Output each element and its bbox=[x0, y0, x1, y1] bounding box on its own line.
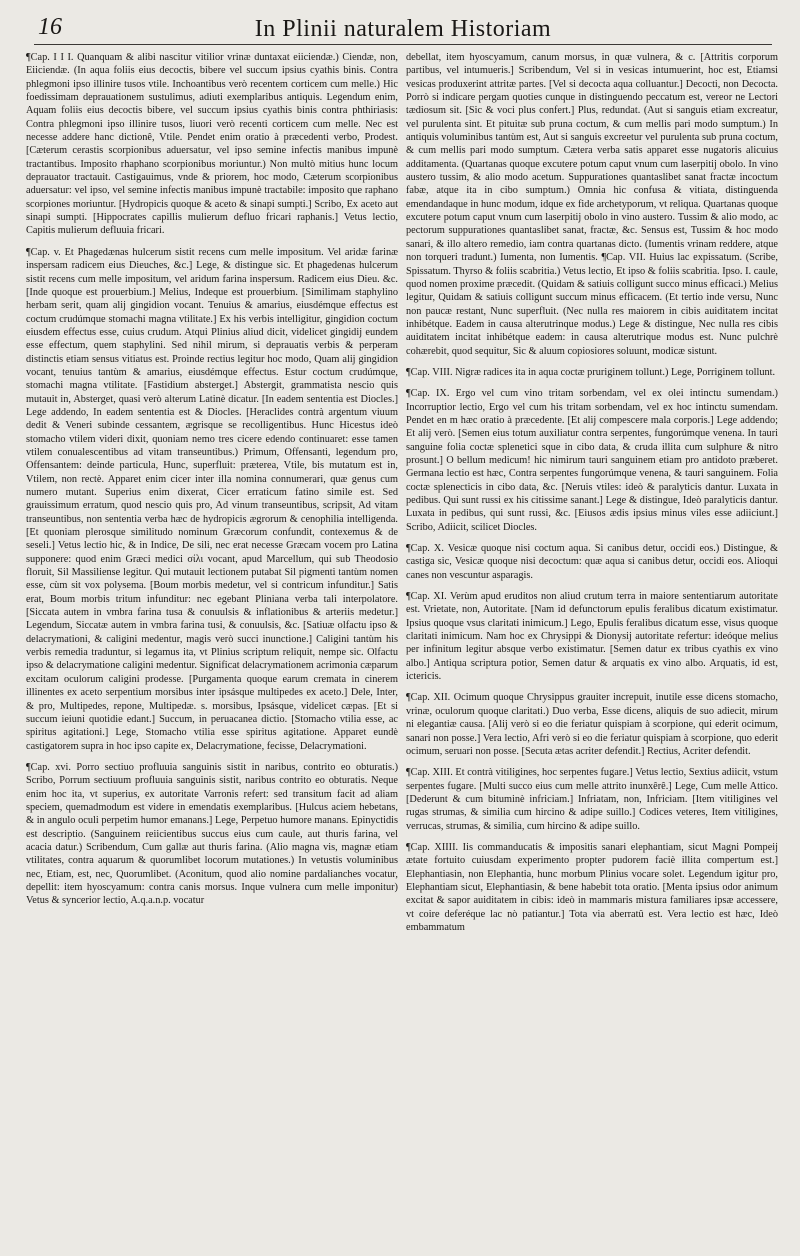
paragraph-cap-13: ¶Cap. XIII. Et contrà vitiligines, hoc serpentes fugare.] Vetus lectio, Sextius adiicit, vstum serpentes fugare. [Multi succo eius cum melle attrito inunxêrê.] Lege, Cum melle Attico. [Dederunt & cum bituminè infriciam.] Infriatam, non, Infricìam. [Item vitiligines vel rugas strumas, & similia cum hircino & adipe suillo.] Codices veteres, Item vitiligines, verrucas, strumas, & similia, cum hircino & adipe suillo. bbox=[406, 767, 778, 832]
right-column bbox=[406, 51, 778, 936]
page-header bbox=[34, 14, 772, 45]
paragraph-cap-8: ¶Cap. VIII. Nigræ radices ita in aqua coctæ pruriginem tollunt.) Lege, Porriginem tollunt. bbox=[406, 366, 776, 378]
running-title: In Plinii naturalem Historiam bbox=[254, 16, 552, 42]
left-column bbox=[26, 51, 398, 936]
paragraph-cap-9: ¶Cap. IX. Ergo vel cum vino tritam sorbendam, vel ex olei intinctu sumendam.) Incorruptior lectio, Ergo vel cum his tritam sorbendam, vel ex hoc intinctu sumendam. Pendet en m hæc oratio à præcedente. [Et alij compescere mala corporis.] Lege addendo; Et alij verò. [Semen eius totum auxiliatur contra serpentes, fungorúmque venena. In tauri sanguine folia coctæ splenetici sque in cibo data, & cruda illita cum sulphure & nitro prosunt.] O bellum medicum! hic nimirum tauri sanguinem etiam pro antidoto præberet. Germana lectio est hæc, Contra serpentes fungorúmque venena, & tauri sanguinem. Folia coctæ splenecticis in cibo data, &c. [Neruis vtiles: ideò & paralyticis dantur. Luxata in pedibus. Qui sunt russi ex his citissime sanant.] Lege & distingue, Ideò paralyticis dantur. Luxata in pedibus, qui sunt russi, &c. [Eiusos ædis ipsius minus viles esse adiiciunt.] Scribo, Adiicit, scilicet Diocles. bbox=[406, 388, 778, 533]
paragraph-cap-16: ¶Cap. xvi. Porro sectiuo profluuia sanguinis sistit in naribus, contrito eo obturatis.) Scribo, Porrum sectiuum profluuia sanguinis sistit, naribus contrito eo obturatis. Neque enim hoc ita, vt superius, ex autoritate Varronis refert: sed transitum facit ad aliam speciem, quemadmodum est videre in emendatis exemplaribus. [Hulcus aciem hebetans, & in angulo oculi perpetim humor emanans.] Lege, Perpetuo humore manans. Epinyctidis est descriptio. (Sanguinem reiicientibus succus eius cum caule, aut thuris farina, vel acacia datur.) Scribendum, Cum gallæ aut thuris farina. (Alio magna vis, magnæ etiam vtilitates, contra aquarum & quorumlibet locorum mutationes.) In vetustis voluminibus nec, Etiam, est, nec, Quorumlibet. (Aconitum, quod alio nomine pardalianches vocatur, depellit: item hyoscyamum: contra canis morsus. Inque vulnera cum melle imponitur) Vetus & syncerior lectio, A.q.a.n.p. vocatur bbox=[26, 761, 398, 907]
paragraph-cap-5: ¶Cap. v. Et Phagedænas hulcerum sistit recens cum melle impositum. Vel aridæ farinæ inspersam radicem eius Dieuches, &c.] Lege, & distingue sic. Et phagedenas hulcerum sistit recens cum melle impositum, vel aridum farina inspersum. Radicem eius Dieu. &c. [Inde quoque est prouerbium.] Melius, Indeque est prouerbium. [Similimam staphylino herbam serit, quam alij gingidion vocant. Tenuius & amarius, eiusdémque effectus est coctum crudúmque stomachi magna vtilitate.] Ex his verbis intelligitur, gingidion coctum eiusdem effectus esse, cuius crudum. Atqui Plinius aliud dicit, videlicet gingidij eundem esse effectum, quem staphylini. Sed nihil mirum, si deprauatis verbis & perperam distinctis etiam sensus vitiatus est. Proinde rectius legitur hoc modo, Quam alij gingidion vocant, tenuius tantùm & amarius, eiusdémque effectus. Estur coctum crudúmque, stomachi magna vtilitate. [Fastidium absterget.] Abstergit, grammatista nescio quis mutauit in, Absterget, quasi verò alterum Latinè dicatur. [In eadem sententia est Diocles.] Lege addendo, In eadem sententia est & Diocles. [Heraclides contrà argentum viuum dedit & Veneri subinde cessantem, ægrisque se recolligentibus. Hunc Hicestus ideò stomacho vtilem videri dixit, quoniam nemo tres cicere edendo continuaret: esse tamen vtilem conualescentibus ad vitam transeuntibus.) Primum, Offensanti, legendum pro, Offensantem: deinde particula, Hunc, superfluit: præterea, Vtile, bis mutatum est in, Vtilem, non rectè. Apparet enim cicer inter illa nomina connumerari, quæ genus cum numero mutant. Superius enim dixerat, Cicer erraticum fatino simile est. Sed grauissimum erratum, quod nescio quis pro, Ad vinum transeuntibus, scripsit, Ad vitam transeuntibus, non sententia verba hæc de hydropicis ægrorum & cenophilia intelligenda. [Et quoniam plerosque similitudo nominum Græcorum confundit, contexemus & de seseli.] Vetus lectio hic, & in Indice, De sili, nec erat necesse Græcam vocem pro Latina supponere: quod enim Græci medici σίλι vocant, apud Marcellum, qui sub Theodosio floruit, Sil Massiliense legitur. Qui mutauit lectionem putabat Sil pigmenti tantùm nomen esse, cùm sit vox polysema. [Boum morbis medetur, vel si contricum infunditur.] Satis erat, Boum morbis tritum infunditur: nec egebant Pliniana verba tali interpolatore. [Siccata autem in vmbra farina tusa & conuulsis & inflationibus & arteriis medetur.] Legendum, Siccatæ autem in vmbra farina tusi, & conuulsis, &c. [Satiuæ olfactu ipso & delacrymationi, & caligini medentur, magis verò succi inunctione.] Caligini tantùm his verbis remedia traduntur, si legamus ita, vt Plinius scriptum reliquit, nempe sic. Olfactu ipso & delacrymatione caligini medentur. Significat delacrymationem acrimonia cæparum excitam oculorum caligini prodesse. [Purgamenta quoque earum cremata in cinerem illinentes ex aceto serpentium morsibus inter ipsásque multipedes ex aceto.] Dele, Inter, & pro, Multipedes, repone, Multipedæ. s. morsibus, Ipsásque, videlicet cæpas. [Et si succum ieiuni quotidie edant.] Succum, in peruacanea dictio. [Stomacho vtilia esse, ac spiritus agitationi.] Lege, Stomacho vtilia esse spiritus agitatione. Apparet eundè castigatorem supra in hoc ipso capite ex, Delacrymatione, fecisse, Delacrymationi. bbox=[26, 246, 398, 752]
paragraph-continuation: debellat, item hyoscyamum, canum morsus, in quæ vulnera, & c. [Attritis corporum partibus, vel intumueris.] Scribendum, Vel si in vesicas intumuerint, hoc est, Etiamsi vesicas produxerint attritæ partes. [Vel si decocta aqua colluantur.] Decocti, non Decocta. Porrò si indicare pergam quoties cunque in distinguendo peccatum est, vereor ne Lectori tædiosum sit. [Sic & voci plus confert.] Plus, redundat. (Aut si sanguis etiam excreatur, vel purulenta sint. Et pituitæ sub pruna coctum, & cum mellis pari modo sumptum.) In antiquis voluminibus tantùm est, Aut si sanguis excreetur vel purulenta sub pruna coctum, & cum mellis pari modo sumptum. Cætera verba satis apparet esse nugatoris alicuius additamenta. (Quartanas quoque excutere potum caput vnum cum laserpitij obolo. In vino austero tussim, & alio modo acetum. Suppurationes quantaslibet sanat fractæ incoctum fabæ, atque ita in cibo sumptum.) Omnia hic confusa & vitiata, distinguenda emendandaque in hunc modum, idque ex fide archetyporum, vt reliqua. Quartanas quoque excutere potum caput vnum cum laserpitij obolo in vino austero. Tussim & alio modo, ac pectorum suppurationes quantaslibet sanat, fractæ, &c. Sensus est, Tussim & hoc modo sanari, & illo altero remedio, iam contra quartanas dicto. (Iumentis vrinam reddere, atque non torqueri tradunt.) Iumenta, non Iumentis. ¶Cap. VII. Huius lac expissatum. (Scribe, Spissatum. Thyrso & foliis scabritia.) Vetus lectio, Et ipso & foliis scabritia. Ipso. I. caule, quod nomen proxime præcedit. (Quidam & satiuis colligunt succo minus efficaci.) Melius legitur, Quidam & satiuis colligunt succum minus efficacem. (Et tertio inde versu, Nunc non paucæ restant, Nunc superfluit. (Nec nulla res maiorem in cibis auiditatem incitat inhibétque. Eadem in causa alterutrinque modus.) Lege & distingue, Nec nulla res cibis auiditatem incitat inhibétque eadem: in causa alterutrique modus est. Nunc pulchrè cohærebit, quod sequitur, Sic & aluum copiosiores soluunt, modicæ sistunt. bbox=[406, 52, 778, 357]
paragraph-cap-10: ¶Cap. X. Vesicæ quoque nisi coctum aqua. Si canibus detur, occidi eos.) Distingue, & castiga sic, Vesicæ quoque nisi decoctum: quæ aqua si canibus detur, occidi eos. Alioqui canes non vescuntur asparagis. bbox=[406, 543, 778, 581]
paragraph-cap-12: ¶Cap. XII. Ocimum quoque Chrysippus grauiter increpuit, inutile esse dicens stomacho, vrinæ, oculorum quoque claritati.) Duo verba, Esse dicens, aliquis de suo adiecit, mirum ni elegantiæ causa. [Alij verò si eo die feriatur quispiam à scorpione, qui ederit ocimum, sanari non posse.] Vera lectio, Afri verò si eo die feriatur quispiam à scorpione, quo ederit ocimum, seruari non posse. [Secuta ætas acriter defendit.] Rectius, Acriter defendit. bbox=[406, 692, 778, 757]
paragraph-cap-11: ¶Cap. XI. Verùm apud eruditos non aliud crutum terra in maiore sententiarum autoritate est. Vrietate, non, Autoritate. [Nam id defunctorum epulis feralibus dicatum existimatur. Ipsius quoque vsus claritati inimicum.] Lego, Epulis feralibus dicatum esse, visus quoque claritati inimicum. Nam hoc ex Chrysippi & Dionysij autoritate refertur: ideóque melius per infinitum legitur absque verbo existimatur. [Semen datur ex tribus cyathis ex vino albo.] Antiqua scriptura potior, Semen datur & arquatis ex vino albo. Arquatis, id est, ictericis. bbox=[406, 591, 778, 683]
paragraph-cap-3: ¶Cap. I I I. Quanquam & alibi nascitur vitilior vrinæ duntaxat eiiciendæ.) Ciendæ, non, Eiiciendæ. (In aqua foliis eius decoctis, bibere vel succum ipsius cyathis binis. Contra phlegmoni ipso illinire tusos vtile. Inchoantibus verò recentem corticem cum melle.) Hic foedissimam deprauationem sustulimus, adiuti exemplaribus antiquis. Legendum enim, Aquam foliis eius decoctis bibere, vel succum ipsius cyathis binis contra phthiriasis: Contra phlegmoni ipso illinire tusos, liuori verò recenti corticem cum melle. Nec est necesse addere hanc dictionê, Vtile. Pendet enim oratio à præcedenti verbo, Prodest. [Cæterum cerastis scorpionibus aduersatur, vel ipso semine infectis manibus impunè tractantibus. Imposito rhaphano scorpionibus moriuntur.) Non multò mitius hunc locum deprauator tractauit. Castigauimus, vnde & priorem, hoc modo, Cæterum scorpionibus aduersatur: vel ipso, vel semine infectis manibus impunè tractabile: imposito que raphano scorpiones moriuntur. [Hydropicis quoque & aceto & sinapi sumpti.] Scribo, Ex aceto aut sinapi sumpti. [Hippocrates capillis mulierum defluo fricari raphanis.] Vetus lectio, Capitis mulierum defluuia fricari. bbox=[26, 52, 398, 237]
text-columns bbox=[26, 51, 778, 936]
paragraph-cap-14: ¶Cap. XIIII. Iis commanducatis & impositis sanari elephantiam, sicut Magni Pompeij ætate fortuito cuiusdam experimento propter pudorem faciè illita compertum est.] Elephantiasin, non Elephantia, hunc morbum Plinius vocare solet. Legendum igitur pro, Elephantiam sicut, Elephantiasin, & bene habebit tota oratio. [Menta ipsius odor animum excitat & sapor auiditatem in cibis: ideò in mammaris mistura familiares ipsæ accessere, vt coire deferéque lac nò patiantur.] Tota via aberratû est. Vera lectio est hæc, Ideò embammatum bbox=[406, 841, 778, 933]
page-number: 16 bbox=[38, 14, 62, 40]
